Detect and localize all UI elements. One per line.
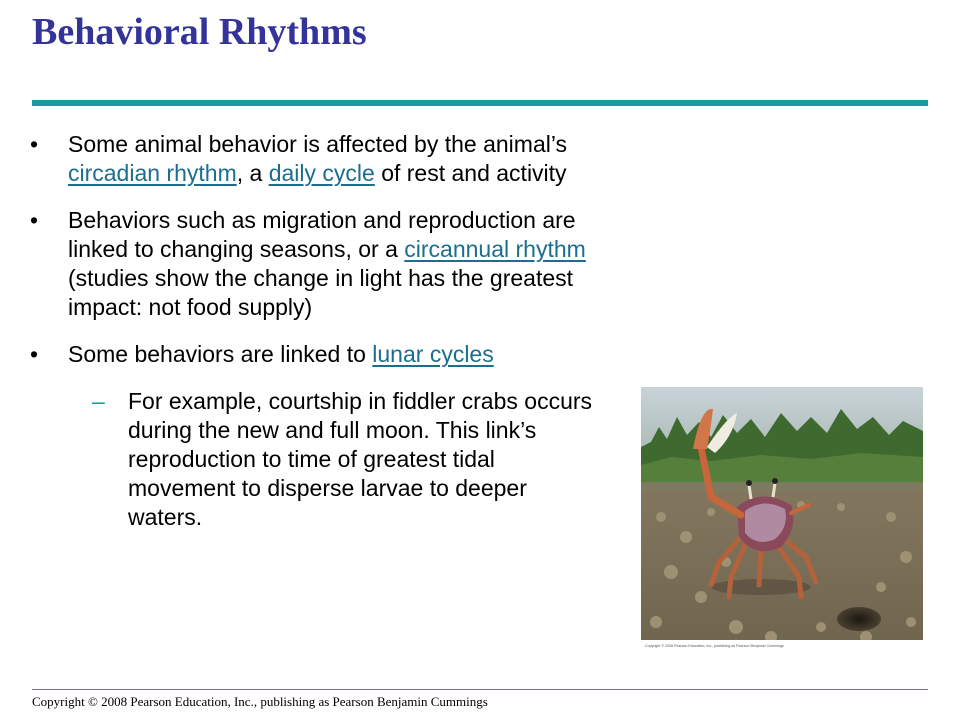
bullet-1-text: , a xyxy=(236,160,269,186)
title-divider xyxy=(32,100,928,106)
bullet-1-text: Some animal behavior is affected by the animal’s xyxy=(68,131,568,157)
bullet-dot: • xyxy=(30,131,39,157)
footer-divider xyxy=(32,689,928,690)
sub-bullet-1 xyxy=(30,387,600,532)
bullet-2-text: (studies show the change in light has the greatest impact: not food supply) xyxy=(68,265,574,320)
bullet-dot: • xyxy=(30,341,39,367)
term-circadian-rhythm[interactable]: circadian rhythm xyxy=(68,160,237,186)
bullet-dot: • xyxy=(30,207,39,233)
bullet-3-text: Some behaviors are linked to xyxy=(68,341,373,367)
fiddler-crab-photo xyxy=(641,387,923,650)
term-lunar-cycles[interactable]: lunar cycles xyxy=(372,341,494,367)
slide-title: Behavioral Rhythms xyxy=(32,11,367,53)
copyright-footer: Copyright © 2008 Pearson Education, Inc., publishing as Pearson Benjamin Cummings xyxy=(32,694,488,709)
bullet-3 xyxy=(30,340,600,369)
sub-bullet-text: For example, courtship in fiddler crabs occurs during the new and full moon. This link’s reproduction to time of greatest tidal movement to disperse larvae to deeper waters. xyxy=(128,388,593,530)
slide-body xyxy=(30,130,600,532)
bullet-1 xyxy=(30,130,600,188)
bullet-1-text: of rest and activity xyxy=(374,160,567,186)
term-daily-cycle[interactable]: daily cycle xyxy=(268,160,375,186)
image-credit: Copyright © 2008 Pearson Education, Inc., publishing as Pearson Benjamin Cummings xyxy=(645,644,784,648)
fiddler-crab-illustration xyxy=(641,387,923,650)
term-circannual-rhythm[interactable]: circannual rhythm xyxy=(404,236,586,262)
sub-bullet-dash: – xyxy=(92,388,105,414)
bullet-2-text: Behaviors such as migration and reproduction are linked to changing seasons, or a xyxy=(68,207,576,262)
bullet-2 xyxy=(30,206,600,322)
